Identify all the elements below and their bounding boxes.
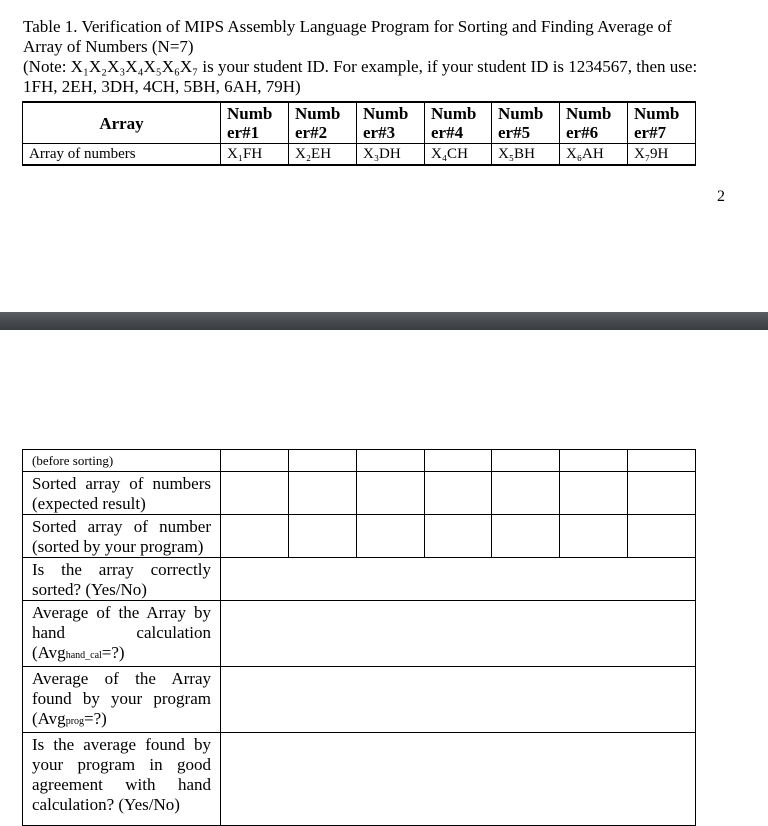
caption-line-1: Table 1. Verification of MIPS Assembly Language Program for Sorting and Finding Average of bbox=[23, 17, 672, 36]
array-table bbox=[22, 101, 696, 166]
input-cell[interactable] bbox=[357, 450, 425, 472]
table-caption bbox=[23, 17, 735, 97]
input-cell[interactable] bbox=[492, 472, 560, 515]
agreement-label: Is the average found by your program in good agreement with hand calculation? (Yes/No) bbox=[23, 733, 221, 826]
number-3-header: Numb er#3 bbox=[357, 102, 425, 144]
table-row bbox=[23, 601, 696, 667]
input-cell[interactable] bbox=[560, 515, 628, 558]
input-cell[interactable] bbox=[628, 515, 696, 558]
table-row bbox=[23, 472, 696, 515]
input-cell[interactable] bbox=[425, 450, 492, 472]
caption-line-4: 1FH, 2EH, 3DH, 4CH, 5BH, 6AH, 79H) bbox=[23, 77, 301, 96]
sorted-program-label: Sorted array of number (sorted by your program) bbox=[23, 515, 221, 558]
input-cell[interactable] bbox=[492, 450, 560, 472]
input-cell[interactable] bbox=[221, 515, 289, 558]
array-of-numbers-label: Array of numbers bbox=[23, 144, 221, 166]
input-cell[interactable] bbox=[289, 472, 357, 515]
array-of-numbers-row bbox=[23, 144, 696, 166]
input-cell[interactable] bbox=[425, 472, 492, 515]
value-cell: X₆AH bbox=[560, 144, 628, 166]
input-cell[interactable] bbox=[357, 515, 425, 558]
input-cell[interactable] bbox=[289, 450, 357, 472]
table-row bbox=[23, 558, 696, 601]
answer-cell[interactable] bbox=[221, 733, 696, 826]
input-cell[interactable] bbox=[628, 472, 696, 515]
answer-cell[interactable] bbox=[221, 558, 696, 601]
input-cell[interactable] bbox=[221, 472, 289, 515]
value-cell: X₃DH bbox=[357, 144, 425, 166]
number-7-header: Numb er#7 bbox=[628, 102, 696, 144]
number-2-header: Numb er#2 bbox=[289, 102, 357, 144]
array-header: Array bbox=[23, 102, 221, 144]
input-cell[interactable] bbox=[221, 450, 289, 472]
correctly-sorted-label: Is the array correctly sorted? (Yes/No) bbox=[23, 558, 221, 601]
page-separator bbox=[0, 312, 768, 330]
table-row bbox=[23, 667, 696, 733]
value-cell: X₅BH bbox=[492, 144, 560, 166]
page-number: 2 bbox=[717, 188, 725, 205]
number-6-header: Numb er#6 bbox=[560, 102, 628, 144]
number-1-header: Numb er#1 bbox=[221, 102, 289, 144]
table-row bbox=[23, 733, 696, 826]
caption-line-3: (Note: X₁X₂X₃X₄X₅X₆X₇ is your student ID. For example, if your student ID is 1234567, then use: bbox=[23, 57, 698, 76]
avg-hand-label: Average of the Array by hand calculation (Avghand_cal=?) bbox=[23, 601, 221, 667]
input-cell[interactable] bbox=[425, 515, 492, 558]
answer-cell[interactable] bbox=[221, 667, 696, 733]
value-cell: X₄CH bbox=[425, 144, 492, 166]
input-cell[interactable] bbox=[560, 472, 628, 515]
table-row bbox=[23, 515, 696, 558]
avg-prog-label: Average of the Array found by your program (Avgprog=?) bbox=[23, 667, 221, 733]
input-cell[interactable] bbox=[289, 515, 357, 558]
input-cell[interactable] bbox=[357, 472, 425, 515]
value-cell: X₂EH bbox=[289, 144, 357, 166]
input-cell[interactable] bbox=[628, 450, 696, 472]
array-table-header bbox=[23, 102, 696, 144]
input-cell[interactable] bbox=[492, 515, 560, 558]
sorted-expected-label: Sorted array of numbers (expected result) bbox=[23, 472, 221, 515]
table-row bbox=[23, 450, 696, 472]
answer-cell[interactable] bbox=[221, 601, 696, 667]
caption-line-2: Array of Numbers (N=7) bbox=[23, 37, 194, 56]
value-cell: X₁FH bbox=[221, 144, 289, 166]
number-5-header: Numb er#5 bbox=[492, 102, 560, 144]
value-cell: X₇9H bbox=[628, 144, 696, 166]
verification-table bbox=[22, 449, 696, 826]
input-cell[interactable] bbox=[560, 450, 628, 472]
number-4-header: Numb er#4 bbox=[425, 102, 492, 144]
page-1-bottom bbox=[0, 0, 768, 312]
before-sorting-label: (before sorting) bbox=[23, 450, 221, 472]
